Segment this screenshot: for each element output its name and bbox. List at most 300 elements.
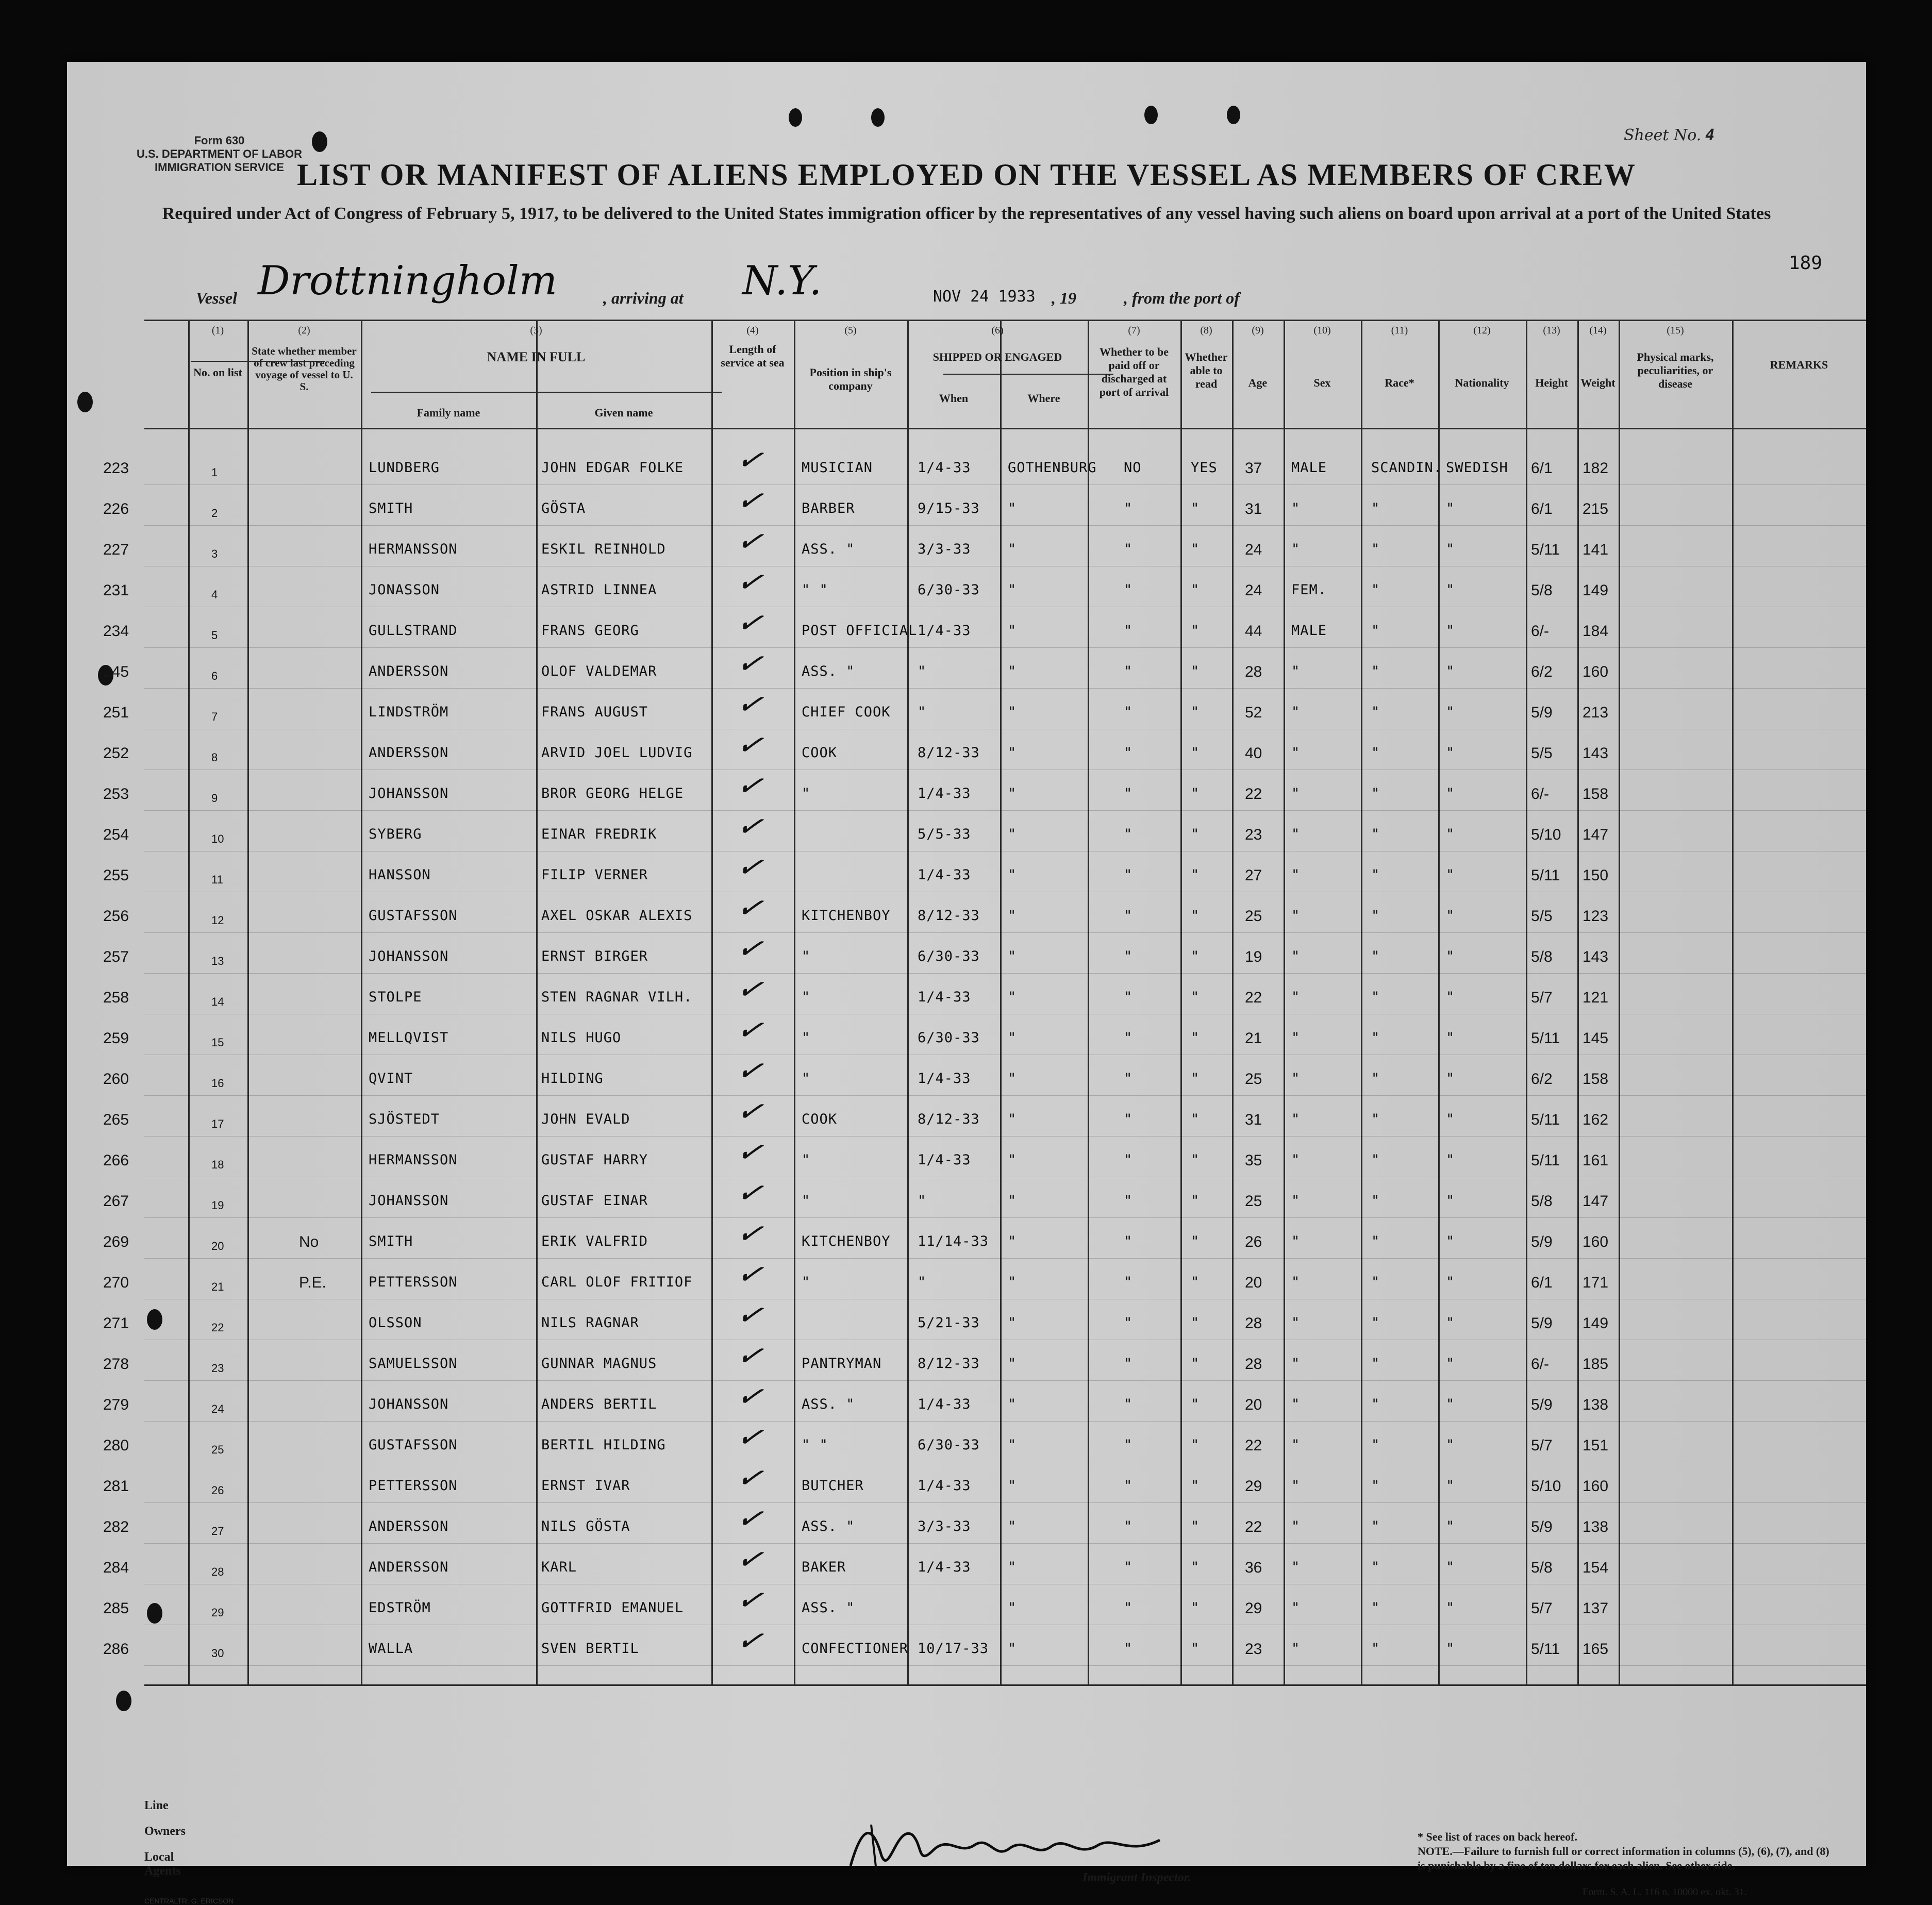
table-rule: [1361, 320, 1362, 1685]
paid-off-cell: ": [1124, 541, 1133, 557]
paid-off-cell: ": [1124, 908, 1133, 924]
shipped-where-cell: ": [1008, 1152, 1017, 1168]
sex-cell: ": [1291, 1111, 1301, 1127]
weight-cell: 160: [1583, 1233, 1609, 1250]
arrival-date-stamp: NOV 24 1933: [933, 288, 1036, 306]
column-header-paid-off: Whether to be paid off or discharged at port of arrival: [1099, 345, 1169, 398]
service-checkmark: ✓: [734, 1376, 766, 1416]
nationality-cell: ": [1446, 541, 1455, 557]
row-number: 3: [211, 547, 218, 560]
paid-off-cell: ": [1124, 1518, 1133, 1534]
race-cell: ": [1371, 704, 1380, 720]
height-cell: 5/9: [1531, 1315, 1553, 1332]
row-number: 11: [211, 873, 223, 886]
position-cell: ": [802, 1274, 811, 1290]
row-list-id: 267: [103, 1193, 129, 1210]
nationality-cell: ": [1446, 826, 1455, 842]
row-number: 25: [211, 1443, 224, 1456]
age-cell: 37: [1245, 460, 1262, 477]
shipped-when-cell: 3/3-33: [918, 541, 971, 557]
weight-cell: 185: [1583, 1356, 1609, 1373]
shipped-when-cell: 1/4-33: [918, 867, 971, 883]
age-cell: 23: [1245, 826, 1262, 843]
position-cell: POST OFFICIAL: [802, 623, 918, 639]
service-checkmark: ✓: [734, 1417, 766, 1457]
race-cell: ": [1371, 1193, 1380, 1209]
given-name-cell: JOHN EDGAR FOLKE: [541, 460, 684, 476]
shipped-when-cell: 1/4-33: [918, 623, 971, 639]
height-cell: 5/5: [1531, 908, 1553, 925]
table-rule: [144, 428, 1866, 429]
column-number: (15): [1667, 325, 1684, 336]
race-cell: ": [1371, 1559, 1380, 1575]
race-cell: ": [1371, 1274, 1380, 1290]
paid-off-cell: ": [1124, 1478, 1133, 1494]
race-cell: ": [1371, 541, 1380, 557]
shipped-when-cell: 5/5-33: [918, 826, 971, 842]
race-cell: ": [1371, 1030, 1380, 1046]
position-cell: PANTRYMAN: [802, 1356, 882, 1372]
service-checkmark: ✓: [734, 969, 766, 1009]
page-title: LIST OR MANIFEST OF ALIENS EMPLOYED ON THE VESSEL AS MEMBERS OF CREW: [297, 158, 1636, 192]
sex-cell: ": [1291, 500, 1301, 516]
service-checkmark: ✓: [734, 847, 766, 887]
able-to-read-cell: ": [1191, 1437, 1200, 1453]
shipped-where-cell: ": [1008, 663, 1017, 679]
given-name-cell: KARL: [541, 1559, 577, 1575]
row-number: 2: [211, 507, 218, 520]
column-number: (4): [746, 325, 759, 336]
race-cell: ": [1371, 1315, 1380, 1331]
shipped-where-cell: ": [1008, 1600, 1017, 1616]
nationality-cell: SWEDISH: [1446, 460, 1508, 476]
shipped-when-cell: 1/4-33: [918, 1071, 971, 1087]
column-header-weight: Weight: [1580, 376, 1615, 389]
row-list-id: 227: [103, 541, 129, 558]
vessel-name: Drottningholm: [258, 258, 557, 304]
able-to-read-cell: ": [1191, 1315, 1200, 1331]
service-checkmark: ✓: [734, 1335, 766, 1376]
sex-cell: ": [1291, 745, 1301, 761]
able-to-read-cell: ": [1191, 1152, 1200, 1168]
service-checkmark: ✓: [734, 1295, 766, 1335]
position-cell: ASS. ": [802, 541, 855, 557]
row-number: 19: [211, 1199, 224, 1212]
position-cell: MUSICIAN: [802, 460, 873, 476]
sex-cell: ": [1291, 1518, 1301, 1534]
race-cell: ": [1371, 1152, 1380, 1168]
row-list-id: 259: [103, 1030, 129, 1047]
nationality-cell: ": [1446, 1396, 1455, 1412]
column-number: (11): [1391, 325, 1408, 336]
row-list-id: 278: [103, 1356, 129, 1373]
race-cell: ": [1371, 500, 1380, 516]
position-cell: ": [802, 948, 811, 964]
race-cell: ": [1371, 1356, 1380, 1372]
nationality-cell: ": [1446, 1356, 1455, 1372]
able-to-read-cell: ": [1191, 826, 1200, 842]
position-cell: COOK: [802, 745, 838, 761]
paid-off-cell: ": [1124, 1315, 1133, 1331]
paid-off-cell: ": [1124, 1600, 1133, 1616]
row-list-id: 231: [103, 582, 129, 599]
sheet-number: [1624, 126, 1714, 144]
sex-cell: ": [1291, 1356, 1301, 1372]
shipped-when-cell: 1/4-33: [918, 989, 971, 1005]
weight-cell: 143: [1583, 745, 1609, 762]
sex-cell: ": [1291, 948, 1301, 964]
local-agents-label: Local Agents: [144, 1850, 181, 1878]
weight-cell: 161: [1583, 1152, 1609, 1169]
service-checkmark: ✓: [734, 928, 766, 968]
family-name-cell: STOLPE: [369, 989, 422, 1005]
height-cell: 5/7: [1531, 989, 1553, 1006]
row-rule: [144, 1502, 1866, 1503]
row-list-id: 255: [103, 867, 129, 884]
nationality-cell: ": [1446, 704, 1455, 720]
able-to-read-cell: ": [1191, 867, 1200, 883]
shipped-where-cell: ": [1008, 1111, 1017, 1127]
able-to-read-cell: ": [1191, 1396, 1200, 1412]
table-rule: [907, 320, 909, 1685]
shipped-where-cell: ": [1008, 582, 1017, 598]
shipped-when-cell: 6/30-33: [918, 582, 980, 598]
shipped-when-cell: 1/4-33: [918, 1559, 971, 1575]
position-cell: KITCHENBOY: [802, 908, 891, 924]
shipped-when-cell: 6/30-33: [918, 948, 980, 964]
row-number: 12: [211, 914, 224, 927]
shipped-when-cell: 1/4-33: [918, 460, 971, 476]
column-header-given: Given name: [594, 406, 653, 419]
race-footnote: * See list of races on back hereof.: [1418, 1830, 1577, 1843]
sex-cell: ": [1291, 786, 1301, 801]
nationality-cell: ": [1446, 948, 1455, 964]
table-rule: [1284, 320, 1285, 1685]
column-header-position: Position in ship's company: [809, 366, 892, 392]
row-list-id: 284: [103, 1559, 129, 1576]
weight-cell: 215: [1583, 500, 1609, 517]
given-name-cell: AXEL OSKAR ALEXIS: [541, 908, 693, 924]
family-name-cell: LINDSTRÖM: [369, 704, 449, 720]
family-name-cell: MELLQVIST: [369, 1030, 449, 1046]
weight-cell: 154: [1583, 1559, 1609, 1576]
inspector-signature: [840, 1809, 1170, 1881]
sex-cell: ": [1291, 1274, 1301, 1290]
service-checkmark: ✓: [734, 725, 766, 765]
age-cell: 25: [1245, 1193, 1262, 1210]
given-name-cell: ARVID JOEL LUDVIG: [541, 745, 693, 761]
service-checkmark: ✓: [734, 1498, 766, 1539]
row-list-id: 286: [103, 1641, 129, 1658]
family-name-cell: EDSTRÖM: [369, 1600, 431, 1616]
family-name-cell: GULLSTRAND: [369, 623, 458, 639]
nationality-cell: ": [1446, 1518, 1455, 1534]
given-name-cell: ERNST BIRGER: [541, 948, 648, 964]
nationality-cell: ": [1446, 1478, 1455, 1494]
height-cell: 5/10: [1531, 1478, 1561, 1495]
row-rule: [144, 932, 1866, 933]
table-rule: [536, 320, 538, 1685]
paid-off-cell: ": [1124, 786, 1133, 801]
shipped-where-cell: ": [1008, 1396, 1017, 1412]
family-name-cell: ANDERSSON: [369, 663, 449, 679]
family-name-cell: GUSTAFSSON: [369, 1437, 458, 1453]
height-cell: 5/11: [1531, 1152, 1560, 1169]
row-number: 4: [211, 588, 218, 601]
table-rule: [1232, 320, 1234, 1685]
row-list-id: 279: [103, 1396, 129, 1413]
table-rule: [371, 392, 722, 393]
nationality-cell: ": [1446, 1274, 1455, 1290]
service-checkmark: ✓: [734, 1458, 766, 1498]
given-name-cell: FRANS GEORG: [541, 623, 639, 639]
height-cell: 6/2: [1531, 663, 1553, 680]
row-number: 29: [211, 1606, 224, 1619]
sex-cell: ": [1291, 1437, 1301, 1453]
nationality-cell: ": [1446, 663, 1455, 679]
family-name-cell: PETTERSSON: [369, 1274, 458, 1290]
weight-cell: 165: [1583, 1641, 1609, 1658]
service-checkmark: ✓: [734, 521, 766, 561]
age-cell: 52: [1245, 704, 1262, 721]
table-rule: [1526, 320, 1527, 1685]
age-cell: 22: [1245, 1518, 1262, 1535]
table-rule: [1577, 320, 1579, 1685]
row-number: 10: [211, 832, 224, 845]
race-cell: ": [1371, 867, 1380, 883]
row-list-id: 256: [103, 908, 129, 925]
given-name-cell: JOHN EVALD: [541, 1111, 630, 1127]
age-cell: 28: [1245, 1356, 1262, 1373]
family-name-cell: GUSTAFSSON: [369, 908, 458, 924]
column-header-read: Whether able to read: [1185, 350, 1228, 390]
nationality-cell: ": [1446, 989, 1455, 1005]
column-number: (9): [1252, 325, 1264, 336]
row-list-id: 253: [103, 786, 129, 803]
paid-off-cell: ": [1124, 1111, 1133, 1127]
family-name-cell: JONASSON: [369, 582, 440, 598]
given-name-cell: STEN RAGNAR VILH.: [541, 989, 693, 1005]
age-cell: 19: [1245, 948, 1262, 965]
form-id-line: Form 630: [194, 134, 245, 147]
column-header-where: Where: [1027, 392, 1060, 405]
able-to-read-cell: ": [1191, 1030, 1200, 1046]
age-cell: 27: [1245, 867, 1262, 884]
able-to-read-cell: ": [1191, 786, 1200, 801]
row-number: 7: [211, 710, 218, 723]
given-name-cell: ERNST IVAR: [541, 1478, 630, 1494]
row-rule: [144, 688, 1866, 689]
row-list-id: 269: [103, 1233, 129, 1250]
weight-cell: 149: [1583, 582, 1609, 599]
column-header-family: Family name: [417, 406, 480, 419]
nationality-cell: ": [1446, 1641, 1455, 1657]
signature-scribble: [840, 1809, 1170, 1881]
row-list-id: 254: [103, 826, 129, 843]
row-number: 22: [211, 1321, 224, 1334]
page-number: 189: [1789, 253, 1823, 274]
table-rule: [1000, 320, 1002, 1685]
height-cell: 6/2: [1531, 1071, 1553, 1088]
table-rule: [188, 320, 190, 1685]
shipped-when-cell: ": [918, 1274, 927, 1290]
given-name-cell: ASTRID LINNEA: [541, 582, 657, 598]
paid-off-cell: ": [1124, 1356, 1133, 1372]
weight-cell: 123: [1583, 908, 1609, 925]
able-to-read-cell: ": [1191, 948, 1200, 964]
able-to-read-cell: ": [1191, 704, 1200, 720]
position-cell: KITCHENBOY: [802, 1233, 891, 1249]
shipped-where-cell: ": [1008, 1030, 1017, 1046]
nationality-cell: ": [1446, 500, 1455, 516]
able-to-read-cell: ": [1191, 663, 1200, 679]
given-name-cell: OLOF VALDEMAR: [541, 663, 657, 679]
nationality-cell: ": [1446, 1559, 1455, 1575]
weight-cell: 158: [1583, 786, 1609, 803]
race-cell: ": [1371, 745, 1380, 761]
paid-off-cell: ": [1124, 663, 1133, 679]
column-header-age: Age: [1248, 376, 1268, 389]
sex-cell: ": [1291, 1152, 1301, 1168]
shipped-when-cell: 10/17-33: [918, 1641, 989, 1657]
race-cell: ": [1371, 582, 1380, 598]
position-cell: ASS. ": [802, 1396, 855, 1412]
nationality-cell: ": [1446, 1071, 1455, 1087]
age-cell: 23: [1245, 1641, 1262, 1658]
column-header-race: Race*: [1385, 376, 1414, 389]
sex-cell: ": [1291, 1641, 1301, 1657]
height-cell: 5/11: [1531, 867, 1560, 884]
able-to-read-cell: ": [1191, 1600, 1200, 1616]
sex-cell: ": [1291, 1396, 1301, 1412]
shipped-where-cell: ": [1008, 1559, 1017, 1575]
weight-cell: 138: [1583, 1518, 1609, 1535]
race-cell: ": [1371, 989, 1380, 1005]
age-cell: 24: [1245, 541, 1262, 558]
row-rule: [144, 1095, 1866, 1096]
column-header-when: When: [939, 392, 969, 405]
weight-cell: 141: [1583, 541, 1609, 558]
shipped-where-cell: ": [1008, 908, 1017, 924]
row-rule: [144, 1258, 1866, 1259]
weight-cell: 160: [1583, 1478, 1609, 1495]
inspector-label: Immigrant Inspector.: [1082, 1871, 1191, 1884]
age-cell: 25: [1245, 1071, 1262, 1088]
arriving-label: , arriving at: [603, 289, 684, 307]
row-list-id: 258: [103, 989, 129, 1006]
paid-off-cell: ": [1124, 989, 1133, 1005]
family-name-cell: HANSSON: [369, 867, 431, 883]
row-list-id: 257: [103, 948, 129, 965]
penalty-note: NOTE.—Failure to furnish full or correct information in columns (5), (6), (7), and (8) is punishable by a fine of ten dollars for each alien. See other side.: [1418, 1845, 1829, 1872]
shipped-where-cell: ": [1008, 1356, 1017, 1372]
column-header-sex: Sex: [1313, 376, 1331, 389]
row-number: 21: [211, 1280, 224, 1293]
manifest-sheet: [67, 62, 1866, 1905]
position-cell: BUTCHER: [802, 1478, 864, 1494]
paid-off-cell: ": [1124, 1233, 1133, 1249]
family-name-cell: ANDERSSON: [369, 1518, 449, 1534]
nationality-cell: ": [1446, 623, 1455, 639]
race-cell: ": [1371, 1396, 1380, 1412]
form-number: Form. S. A. L. 116 n. 10000 ex. okt. 31.: [1583, 1886, 1747, 1898]
given-name-cell: GOTTFRID EMANUEL: [541, 1600, 684, 1616]
service-checkmark: ✓: [734, 1010, 766, 1050]
race-cell: ": [1371, 948, 1380, 964]
able-to-read-cell: ": [1191, 1274, 1200, 1290]
given-name-cell: ANDERS BERTIL: [541, 1396, 657, 1412]
able-to-read-cell: ": [1191, 745, 1200, 761]
row-list-id: 234: [103, 623, 129, 640]
shipped-when-cell: ": [918, 1193, 927, 1209]
position-cell: " ": [802, 582, 828, 598]
vessel-label: Vessel: [196, 289, 237, 307]
given-name-cell: HILDING: [541, 1071, 604, 1087]
row-rule: [144, 1543, 1866, 1544]
row-number: 6: [211, 670, 218, 682]
race-cell: ": [1371, 663, 1380, 679]
sex-cell: MALE: [1291, 460, 1327, 476]
shipped-where-cell: ": [1008, 1193, 1017, 1209]
weight-cell: 147: [1583, 826, 1609, 843]
sex-cell: ": [1291, 541, 1301, 557]
height-cell: 5/9: [1531, 1518, 1553, 1535]
column-number: (3): [530, 325, 542, 336]
shipped-where-cell: ": [1008, 541, 1017, 557]
race-cell: ": [1371, 786, 1380, 801]
service-checkmark: ✓: [734, 562, 766, 602]
height-cell: 5/10: [1531, 826, 1561, 843]
row-number: 5: [211, 629, 218, 642]
service-checkmark: ✓: [734, 684, 766, 724]
shipped-where-cell: ": [1008, 867, 1017, 883]
race-cell: ": [1371, 1233, 1380, 1249]
nationality-cell: ": [1446, 1233, 1455, 1249]
paid-off-cell: ": [1124, 1071, 1133, 1087]
given-name-cell: NILS GÖSTA: [541, 1518, 630, 1534]
shipped-when-cell: ": [918, 663, 927, 679]
position-cell: CHIEF COOK: [802, 704, 891, 720]
weight-cell: 137: [1583, 1600, 1609, 1617]
height-cell: 5/8: [1531, 1193, 1553, 1210]
row-list-id: 281: [103, 1478, 129, 1495]
shipped-when-cell: 8/12-33: [918, 908, 980, 924]
position-cell: ": [802, 1193, 811, 1209]
given-name-cell: GÖSTA: [541, 500, 586, 516]
row-rule: [144, 1421, 1866, 1422]
able-to-read-cell: ": [1191, 623, 1200, 639]
age-cell: 31: [1245, 500, 1262, 517]
weight-cell: 121: [1583, 989, 1609, 1006]
shipped-where-cell: ": [1008, 1071, 1017, 1087]
row-rule: [144, 1665, 1866, 1666]
nationality-cell: ": [1446, 1111, 1455, 1127]
table-rule: [361, 320, 362, 1685]
position-cell: ASS. ": [802, 663, 855, 679]
column-header-height: Height: [1535, 376, 1568, 389]
row-list-id: 266: [103, 1152, 129, 1169]
able-to-read-cell: ": [1191, 1233, 1200, 1249]
sex-cell: ": [1291, 1559, 1301, 1575]
able-to-read-cell: ": [1191, 908, 1200, 924]
able-to-read-cell: ": [1191, 1356, 1200, 1372]
punch-hole: [116, 1691, 131, 1711]
shipped-when-cell: 1/4-33: [918, 1478, 971, 1494]
row-rule: [144, 1380, 1866, 1381]
row-list-id: 260: [103, 1071, 129, 1088]
weight-cell: 162: [1583, 1111, 1609, 1128]
height-cell: 6/-: [1531, 1356, 1550, 1373]
